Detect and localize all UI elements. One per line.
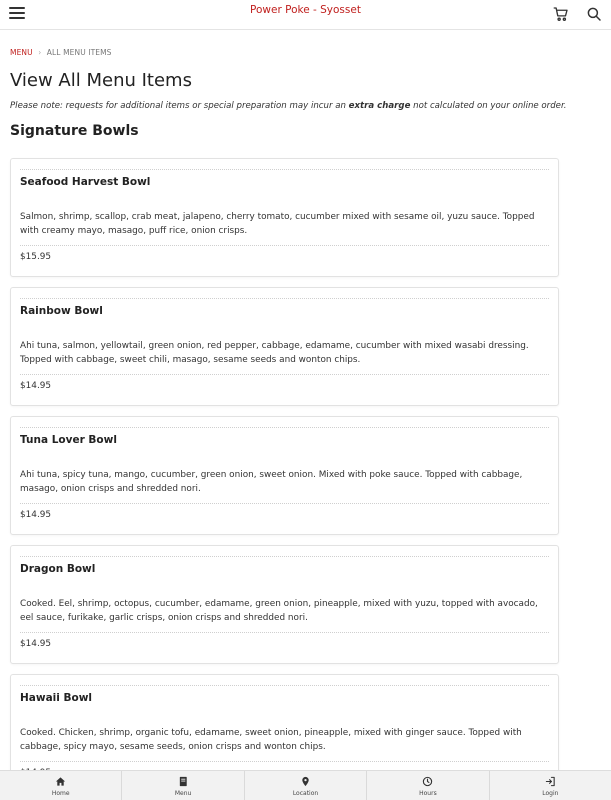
divider (20, 685, 549, 686)
breadcrumb-separator: › (38, 48, 42, 57)
nav-login-label: Login (542, 790, 559, 797)
menu-item-name[interactable]: Hawaii Bowl (20, 692, 93, 704)
nav-menu-label: Menu (174, 790, 192, 797)
divider (20, 761, 549, 762)
menu-item-card[interactable] (10, 158, 559, 277)
note-emphasis: extra charge (348, 101, 411, 111)
note-text-before: Please note: requests for additional items or special preparation may incur an (10, 101, 349, 111)
cart-icon[interactable] (552, 5, 570, 23)
menu-item-price: $14.95 (20, 639, 52, 649)
special-request-note (10, 101, 566, 111)
breadcrumb (10, 48, 112, 57)
nav-location-label: Location (292, 790, 319, 797)
divider (20, 427, 549, 428)
menu-item-description: Ahi tuna, spicy tuna, mango, cucumber, green onion, sweet onion. Mixed with poke sauce. Topped with cabbage, masago, onion crisps and shredded nori. (20, 470, 523, 494)
nav-home[interactable] (0, 771, 122, 800)
divider (20, 169, 549, 170)
menu-item-name[interactable]: Dragon Bowl (20, 563, 96, 575)
top-app-bar (0, 0, 611, 30)
menu-item-description: Cooked. Eel, shrimp, octopus, cucumber, edamame, green onion, pineapple, mixed with yuzu, topped with avocado, eel sauce, furikake, garlic crisps, onion crisps and shredded nori. (20, 599, 538, 623)
bottom-navigation (0, 770, 611, 800)
menu-item-description: Cooked. Chicken, shrimp, organic tofu, edamame, sweet onion, pineapple, mixed with ginger sauce. Topped with cabbage, spicy mayo, sesame seeds, onion crisps and wonton chips. (20, 728, 522, 752)
note-text-after: not calculated on your online order. (410, 101, 567, 111)
divider (20, 374, 549, 375)
section-title: Signature Bowls (10, 123, 139, 139)
breadcrumb-menu-link[interactable]: MENU (10, 48, 33, 57)
main-content (0, 31, 611, 770)
breadcrumb-current: ALL MENU ITEMS (46, 48, 112, 57)
menu-item-name[interactable]: Seafood Harvest Bowl (20, 176, 151, 188)
clock-icon (422, 776, 433, 787)
menu-item-price: $15.95 (20, 252, 52, 262)
nav-menu[interactable] (122, 771, 244, 800)
page-title: View All Menu Items (10, 70, 192, 91)
search-icon[interactable] (585, 5, 603, 23)
divider (20, 632, 549, 633)
menu-item-name[interactable]: Tuna Lover Bowl (20, 434, 117, 446)
nav-home-label: Home (51, 790, 70, 797)
divider (20, 556, 549, 557)
menu-item-price: $14.95 (20, 510, 52, 520)
nav-location[interactable] (245, 771, 367, 800)
menu-item-card[interactable] (10, 287, 559, 406)
menu-item-price: $14.95 (20, 381, 52, 391)
home-icon (55, 776, 66, 787)
nav-login[interactable] (490, 771, 611, 800)
nav-hours[interactable] (367, 771, 489, 800)
map-pin-icon (300, 776, 311, 787)
menu-item-card[interactable] (10, 416, 559, 535)
menu-item-description: Ahi tuna, salmon, yellowtail, green onion, red pepper, cabbage, edamame, cucumber with mixed wasabi dressing. Topped with cabbage, sweet chili, masago, sesame seeds and wonton chips. (20, 341, 529, 365)
divider (20, 245, 549, 246)
menu-item-description: Salmon, shrimp, scallop, crab meat, jalapeno, cherry tomato, cucumber mixed with sesame oil, yuzu sauce. Topped with creamy mayo, masago, puff rice, onion crisps. (20, 212, 535, 236)
divider (20, 298, 549, 299)
login-icon (545, 776, 556, 787)
menu-item-name[interactable]: Rainbow Bowl (20, 305, 103, 317)
divider (20, 503, 549, 504)
restaurant-title[interactable]: Power Poke - Syosset (250, 4, 361, 16)
nav-hours-label: Hours (419, 790, 437, 797)
menu-book-icon (178, 776, 189, 787)
menu-item-card[interactable] (10, 545, 559, 664)
